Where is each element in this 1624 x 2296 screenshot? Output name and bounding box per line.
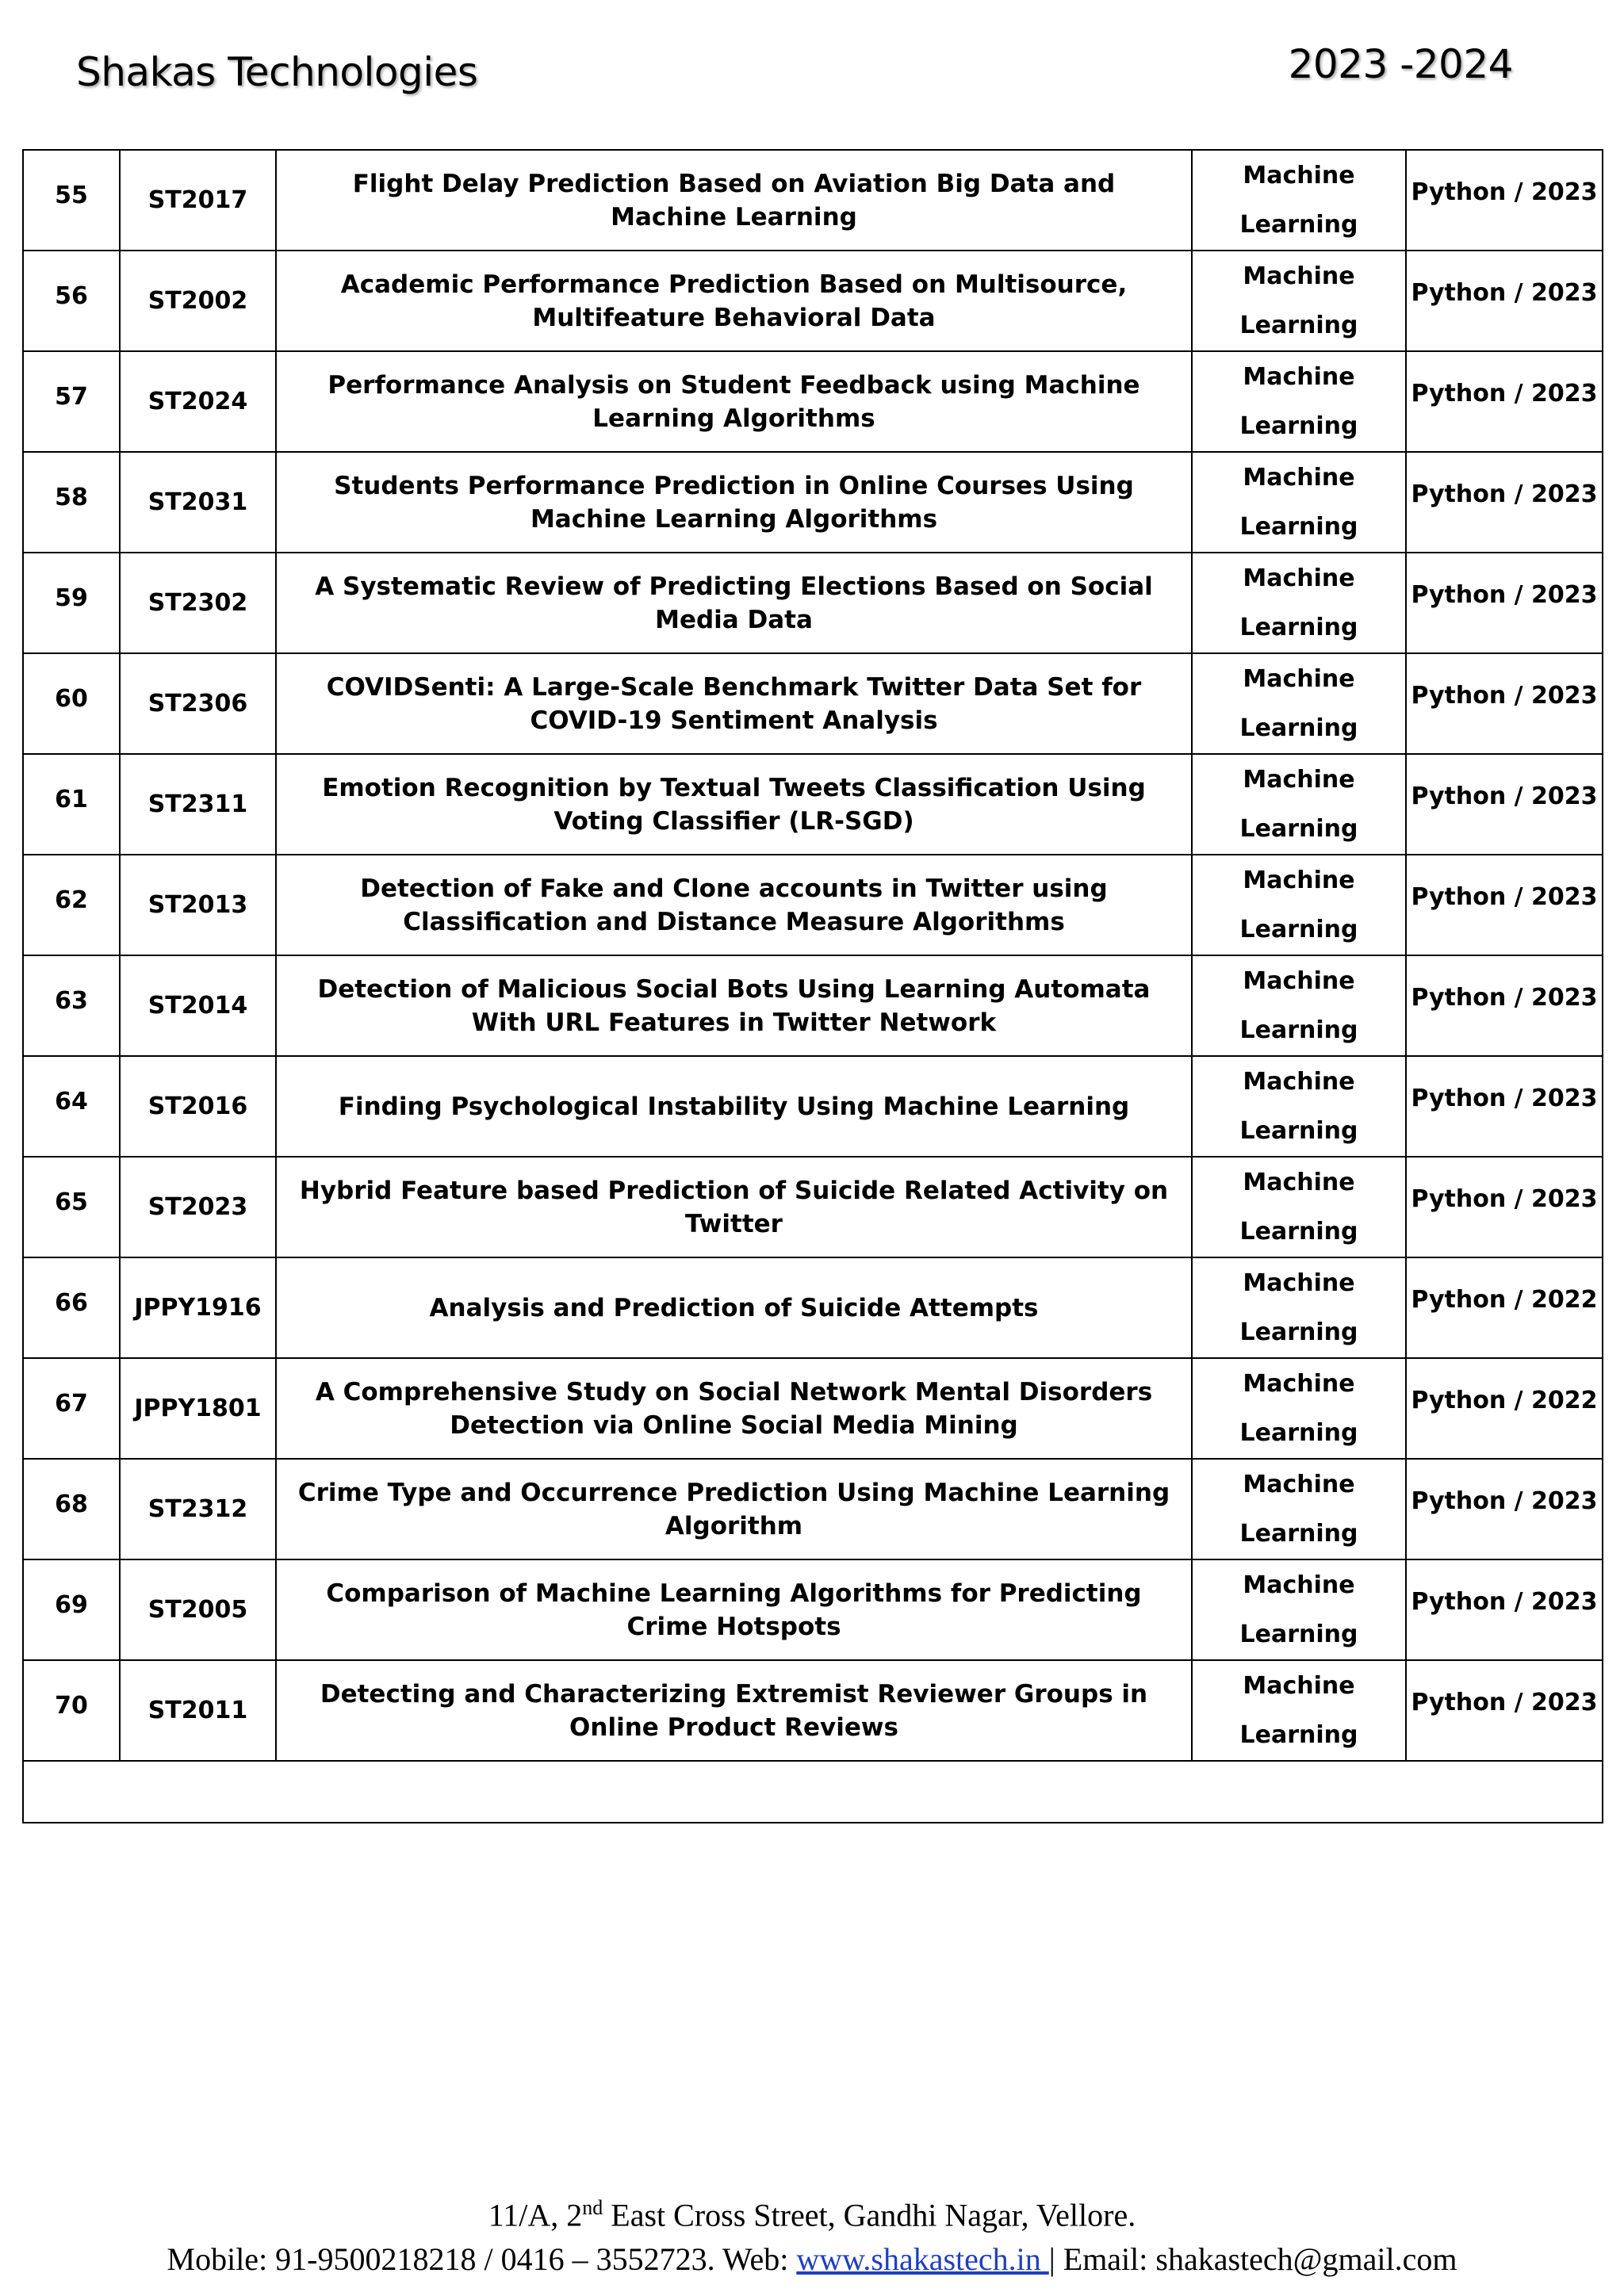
project-language-year: Python / 2023 (1411, 278, 1598, 307)
project-title: A Comprehensive Study on Social Network Mental Disorders Detection via Online Social Media Mining (315, 1377, 1153, 1440)
project-domain-line2: Learning (1239, 411, 1358, 440)
project-domain-cell (1192, 1157, 1406, 1257)
footer-contact (0, 2241, 1624, 2278)
project-domain-cell (1192, 150, 1406, 251)
project-title-cell (276, 754, 1192, 855)
project-number-cell (23, 251, 120, 351)
project-code: ST2002 (147, 286, 248, 315)
project-code-cell (120, 653, 276, 754)
table-row (23, 855, 1603, 955)
project-domain-line1: Machine (1243, 765, 1355, 794)
project-domain-line1: Machine (1243, 966, 1355, 995)
project-language-year: Python / 2023 (1411, 1688, 1598, 1716)
table-row (23, 1358, 1603, 1459)
project-domain-line1: Machine (1243, 463, 1355, 492)
project-domain-cell (1192, 653, 1406, 754)
project-code-cell (120, 1559, 276, 1660)
project-number: 66 (55, 1288, 88, 1317)
project-language-year: Python / 2023 (1411, 983, 1598, 1012)
project-code-cell (120, 955, 276, 1056)
project-number: 55 (55, 181, 88, 209)
project-number: 65 (55, 1188, 88, 1216)
project-domain-line2: Learning (1239, 1016, 1358, 1044)
project-number-cell (23, 855, 120, 955)
project-code: JPPY1801 (134, 1394, 262, 1422)
project-code: ST2031 (147, 488, 248, 516)
project-number-cell (23, 955, 120, 1056)
project-code-cell (120, 855, 276, 955)
project-title: Finding Psychological Instability Using Machine Learning (338, 1092, 1130, 1121)
project-code: ST2017 (147, 186, 248, 214)
project-domain-line1: Machine (1243, 1369, 1355, 1398)
project-number: 62 (55, 886, 88, 914)
project-code-cell (120, 1157, 276, 1257)
projects-table (22, 149, 1603, 1823)
table-row (23, 653, 1603, 754)
project-title-cell (276, 1559, 1192, 1660)
project-language-cell (1406, 1660, 1603, 1761)
project-domain-line1: Machine (1243, 1470, 1355, 1498)
project-number-cell (23, 1157, 120, 1257)
project-domain-line2: Learning (1239, 1116, 1358, 1145)
project-code: ST2302 (147, 588, 248, 617)
project-code: ST2311 (147, 790, 248, 818)
footer-address-suffix: East Cross Street, Gandhi Nagar, Vellore. (603, 2197, 1136, 2233)
project-domain-line1: Machine (1243, 664, 1355, 693)
project-language-year: Python / 2023 (1411, 782, 1598, 810)
project-code: ST2016 (147, 1092, 248, 1120)
project-number-cell (23, 653, 120, 754)
project-language-cell (1406, 955, 1603, 1056)
project-title-cell (276, 1157, 1192, 1257)
project-language-year: Python / 2023 (1411, 480, 1598, 508)
project-domain-line2: Learning (1239, 1519, 1358, 1548)
project-domain-line2: Learning (1239, 613, 1358, 641)
table-row (23, 754, 1603, 855)
project-number-cell (23, 1660, 120, 1761)
project-number: 57 (55, 382, 88, 411)
project-title: Academic Performance Prediction Based on Multisource, Multifeature Behavioral Data (340, 270, 1128, 332)
project-title-cell (276, 553, 1192, 653)
project-code: ST2312 (147, 1494, 248, 1523)
project-title: Crime Type and Occurrence Prediction Using Machine Learning Algorithm (297, 1478, 1170, 1540)
project-code-cell (120, 251, 276, 351)
project-number: 70 (55, 1691, 88, 1720)
project-domain-cell (1192, 452, 1406, 553)
project-domain-line1: Machine (1243, 362, 1355, 391)
project-domain-line1: Machine (1243, 1671, 1355, 1700)
project-title: Performance Analysis on Student Feedback using Machine Learning Algorithms (327, 370, 1140, 433)
table-row (23, 150, 1603, 251)
project-domain-line1: Machine (1243, 1067, 1355, 1096)
project-number-cell (23, 150, 120, 251)
project-domain-line1: Machine (1243, 564, 1355, 592)
project-title: A Systematic Review of Predicting Elections Based on Social Media Data (315, 572, 1153, 634)
project-title-cell (276, 955, 1192, 1056)
project-language-cell (1406, 1358, 1603, 1459)
table-row (23, 452, 1603, 553)
project-language-year: Python / 2023 (1411, 178, 1598, 206)
project-language-year: Python / 2023 (1411, 1184, 1598, 1213)
project-domain-line2: Learning (1239, 210, 1358, 239)
project-domain-line2: Learning (1239, 714, 1358, 742)
website-link[interactable]: www.shakastech.in (796, 2241, 1049, 2277)
project-domain-cell (1192, 1559, 1406, 1660)
project-domain-cell (1192, 351, 1406, 452)
project-code: ST2306 (147, 689, 248, 718)
project-domain-cell (1192, 1660, 1406, 1761)
project-domain-cell (1192, 955, 1406, 1056)
project-language-year: Python / 2023 (1411, 379, 1598, 408)
footer-address (0, 2196, 1624, 2233)
table-row (23, 251, 1603, 351)
project-domain-line2: Learning (1239, 814, 1358, 843)
table-row (23, 1660, 1603, 1761)
project-language-year: Python / 2023 (1411, 1084, 1598, 1112)
project-language-cell (1406, 1559, 1603, 1660)
project-domain-line2: Learning (1239, 512, 1358, 541)
project-code-cell (120, 1358, 276, 1459)
project-code: ST2014 (147, 991, 248, 1020)
project-number: 63 (55, 986, 88, 1015)
project-code: ST2013 (147, 890, 248, 919)
project-domain-cell (1192, 553, 1406, 653)
project-title: Emotion Recognition by Textual Tweets Classification Using Voting Classifier (LR-SGD) (322, 773, 1146, 836)
project-language-cell (1406, 855, 1603, 955)
project-domain-line2: Learning (1239, 1720, 1358, 1749)
project-title: Comparison of Machine Learning Algorithms for Predicting Crime Hotspots (326, 1578, 1142, 1641)
project-code-cell (120, 1257, 276, 1358)
project-title: Hybrid Feature based Prediction of Suicide Related Activity on Twitter (299, 1176, 1169, 1238)
project-language-cell (1406, 553, 1603, 653)
project-title-cell (276, 653, 1192, 754)
project-domain-cell (1192, 1358, 1406, 1459)
project-title: Flight Delay Prediction Based on Aviation Big Data and Machine Learning (352, 169, 1116, 232)
project-domain-line2: Learning (1239, 311, 1358, 339)
project-domain-line1: Machine (1243, 1168, 1355, 1196)
project-domain-cell (1192, 1056, 1406, 1157)
project-domain-line1: Machine (1243, 866, 1355, 894)
project-number-cell (23, 1459, 120, 1559)
project-title-cell (276, 251, 1192, 351)
project-number: 59 (55, 584, 88, 612)
table-row (23, 1157, 1603, 1257)
project-language-cell (1406, 452, 1603, 553)
project-domain-cell (1192, 1459, 1406, 1559)
project-language-cell (1406, 653, 1603, 754)
project-title: Detection of Fake and Clone accounts in Twitter using Classification and Distance Measure Algorithms (360, 874, 1108, 936)
project-code-cell (120, 452, 276, 553)
project-title-cell (276, 351, 1192, 452)
project-language-year: Python / 2023 (1411, 580, 1598, 609)
empty-table-row (23, 1761, 1603, 1823)
project-number: 60 (55, 684, 88, 713)
project-domain-line1: Machine (1243, 1571, 1355, 1599)
academic-year: 2023 -2024 (1288, 41, 1513, 87)
project-code: ST2023 (147, 1192, 248, 1221)
project-code: ST2024 (147, 387, 248, 415)
project-code: ST2005 (147, 1595, 248, 1624)
project-number-cell (23, 1056, 120, 1157)
project-number: 68 (55, 1490, 88, 1518)
project-domain-cell (1192, 754, 1406, 855)
empty-cell (23, 1761, 1603, 1823)
project-language-cell (1406, 251, 1603, 351)
project-title-cell (276, 855, 1192, 955)
project-title: Students Performance Prediction in Online Courses Using Machine Learning Algorithms (334, 471, 1134, 534)
project-number-cell (23, 1559, 120, 1660)
project-number: 61 (55, 785, 88, 813)
footer-contact-prefix: Mobile: 91-9500218218 / 0416 – 3552723. Web: (167, 2241, 797, 2277)
project-code-cell (120, 1056, 276, 1157)
project-domain-line2: Learning (1239, 1217, 1358, 1246)
project-title-cell (276, 1257, 1192, 1358)
footer-contact-suffix: | Email: shakastech@gmail.com (1048, 2241, 1457, 2277)
table-row (23, 1459, 1603, 1559)
table-row (23, 553, 1603, 653)
project-language-cell (1406, 150, 1603, 251)
project-language-cell (1406, 1459, 1603, 1559)
project-title: Detection of Malicious Social Bots Using Learning Automata With URL Features in Twitter Network (317, 974, 1151, 1037)
project-domain-line2: Learning (1239, 1418, 1358, 1447)
project-number-cell (23, 351, 120, 452)
project-language-cell (1406, 1157, 1603, 1257)
project-title-cell (276, 1459, 1192, 1559)
project-number: 58 (55, 483, 88, 511)
project-domain-cell (1192, 1257, 1406, 1358)
project-language-year: Python / 2022 (1411, 1386, 1598, 1414)
project-domain-line2: Learning (1239, 1318, 1358, 1346)
project-language-cell (1406, 351, 1603, 452)
project-title-cell (276, 452, 1192, 553)
project-language-year: Python / 2023 (1411, 1487, 1598, 1515)
project-code-cell (120, 1459, 276, 1559)
project-language-cell (1406, 754, 1603, 855)
project-domain-line2: Learning (1239, 1620, 1358, 1648)
footer-address-superscript: nd (582, 2196, 603, 2219)
table-row (23, 1257, 1603, 1358)
project-domain-cell (1192, 251, 1406, 351)
project-code-cell (120, 351, 276, 452)
table-row (23, 955, 1603, 1056)
project-title: Detecting and Characterizing Extremist Reviewer Groups in Online Product Reviews (320, 1679, 1148, 1742)
project-code: JPPY1916 (134, 1293, 262, 1322)
project-number: 64 (55, 1087, 88, 1115)
project-language-year: Python / 2023 (1411, 681, 1598, 710)
projects-table-body (23, 150, 1603, 1823)
project-title-cell (276, 1358, 1192, 1459)
project-language-year: Python / 2023 (1411, 882, 1598, 911)
table-row (23, 351, 1603, 452)
company-name: Shakas Technologies (76, 49, 478, 95)
project-language-cell (1406, 1056, 1603, 1157)
project-number: 56 (55, 281, 88, 310)
project-code-cell (120, 1660, 276, 1761)
project-language-year: Python / 2023 (1411, 1587, 1598, 1616)
table-row (23, 1056, 1603, 1157)
project-code-cell (120, 754, 276, 855)
project-domain-line1: Machine (1243, 161, 1355, 189)
project-code: ST2011 (147, 1696, 248, 1724)
project-title: Analysis and Prediction of Suicide Attempts (429, 1293, 1039, 1322)
project-number-cell (23, 553, 120, 653)
project-number-cell (23, 754, 120, 855)
project-number-cell (23, 452, 120, 553)
project-domain-line1: Machine (1243, 1269, 1355, 1297)
project-number-cell (23, 1257, 120, 1358)
project-language-cell (1406, 1257, 1603, 1358)
project-language-year: Python / 2022 (1411, 1285, 1598, 1314)
project-number-cell (23, 1358, 120, 1459)
project-title: COVIDSenti: A Large-Scale Benchmark Twitter Data Set for COVID-19 Sentiment Analysis (326, 672, 1142, 735)
project-number: 69 (55, 1590, 88, 1619)
project-domain-cell (1192, 855, 1406, 955)
project-title-cell (276, 1660, 1192, 1761)
footer-address-prefix: 11/A, 2 (488, 2197, 583, 2233)
project-domain-line1: Machine (1243, 262, 1355, 290)
project-code-cell (120, 553, 276, 653)
project-title-cell (276, 150, 1192, 251)
project-domain-line2: Learning (1239, 915, 1358, 943)
project-code-cell (120, 150, 276, 251)
project-number: 67 (55, 1389, 88, 1418)
project-title-cell (276, 1056, 1192, 1157)
table-row (23, 1559, 1603, 1660)
